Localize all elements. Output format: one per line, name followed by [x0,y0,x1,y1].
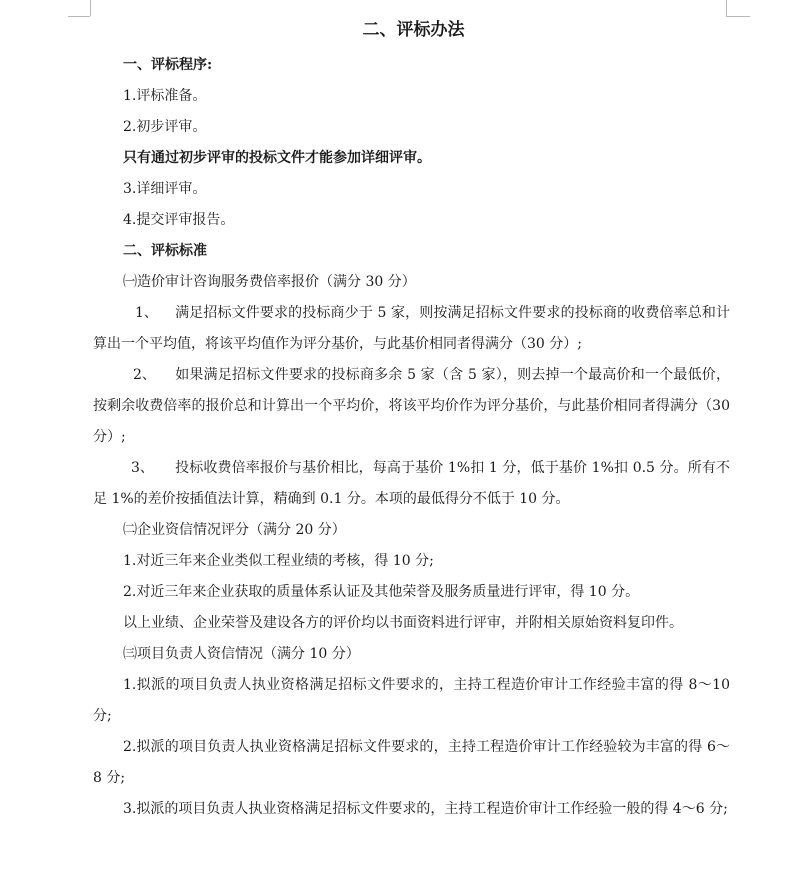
list-item: 3.拟派的项目负责人执业资格满足招标文件要求的，主持工程造价审计工作经验一般的得 4～6 分; [123,801,728,817]
paragraph: 以上业绩、企业荣誉及建设各方的评价均以书面资料进行评审，并附相关原始资料复印件。 [123,615,683,631]
margin-corner-mark [90,0,91,16]
section-heading: 一、评标程序: [123,57,213,73]
list-item [93,360,730,453]
item-text: 如果满足招标文件要求的投标商多余 5 家（含 5 家），则去掉一个最高价和一个最低价，按剩余收费倍率的报价总和计算出一个平均价，将该平均价作为评分基价，与此基价相同者得满分（30 分）; [93,367,730,445]
item-text: 投标收费倍率报价与基价相比，每高于基价 1%扣 1 分，低于基价 1%扣 0.5 分。所有不足 1%的差价按插值法计算，精确到 0.1 分。本项的最低得分不低于 10 分。 [93,460,730,507]
list-item: 1.评标准备。 [123,88,207,104]
list-item: 1.拟派的项目负责人执业资格满足招标文件要求的，主持工程造价审计工作经验丰富的得 8～10 分; [93,677,730,724]
list-item [93,453,730,515]
item-number: 3、 [131,460,154,476]
list-item: 3.详细评审。 [123,181,207,197]
document-page [93,14,730,825]
subsection-heading: ㈠造价审计咨询服务费倍率报价（满分 30 分） [123,274,416,290]
list-item: 2.初步评审。 [123,119,207,135]
list-item: 2.拟派的项目负责人执业资格满足招标文件要求的，主持工程造价审计工作经验较为丰富的得 6～8 分; [93,739,730,786]
document-title: 二、评标办法 [362,20,465,40]
list-item: 2.对近三年来企业获取的质量体系认证及其他荣誉及服务质量进行评审，得 10 分。 [123,584,640,600]
margin-corner-mark [68,16,90,17]
subsection-heading: ㈢项目负责人资信情况（满分 10 分） [123,646,360,662]
bold-note: 只有通过初步评审的投标文件才能参加详细评审。 [123,150,431,166]
list-item: 1.对近三年来企业类似工程业绩的考核，得 10 分; [123,553,434,569]
subsection-heading: ㈡企业资信情况评分（满分 20 分） [123,522,346,538]
item-number: 1、 [135,305,158,321]
list-item [93,298,730,360]
list-item: 4.提交评审报告。 [123,212,235,228]
section-heading: 二、评标标准 [123,243,207,259]
item-text: 满足招标文件要求的投标商少于 5 家，则按满足招标文件要求的投标商的收费倍率总和计算出一个平均值，将该平均值作为评分基价，与此基价相同者得满分（30 分）; [93,305,730,352]
item-number: 2、 [133,367,156,383]
